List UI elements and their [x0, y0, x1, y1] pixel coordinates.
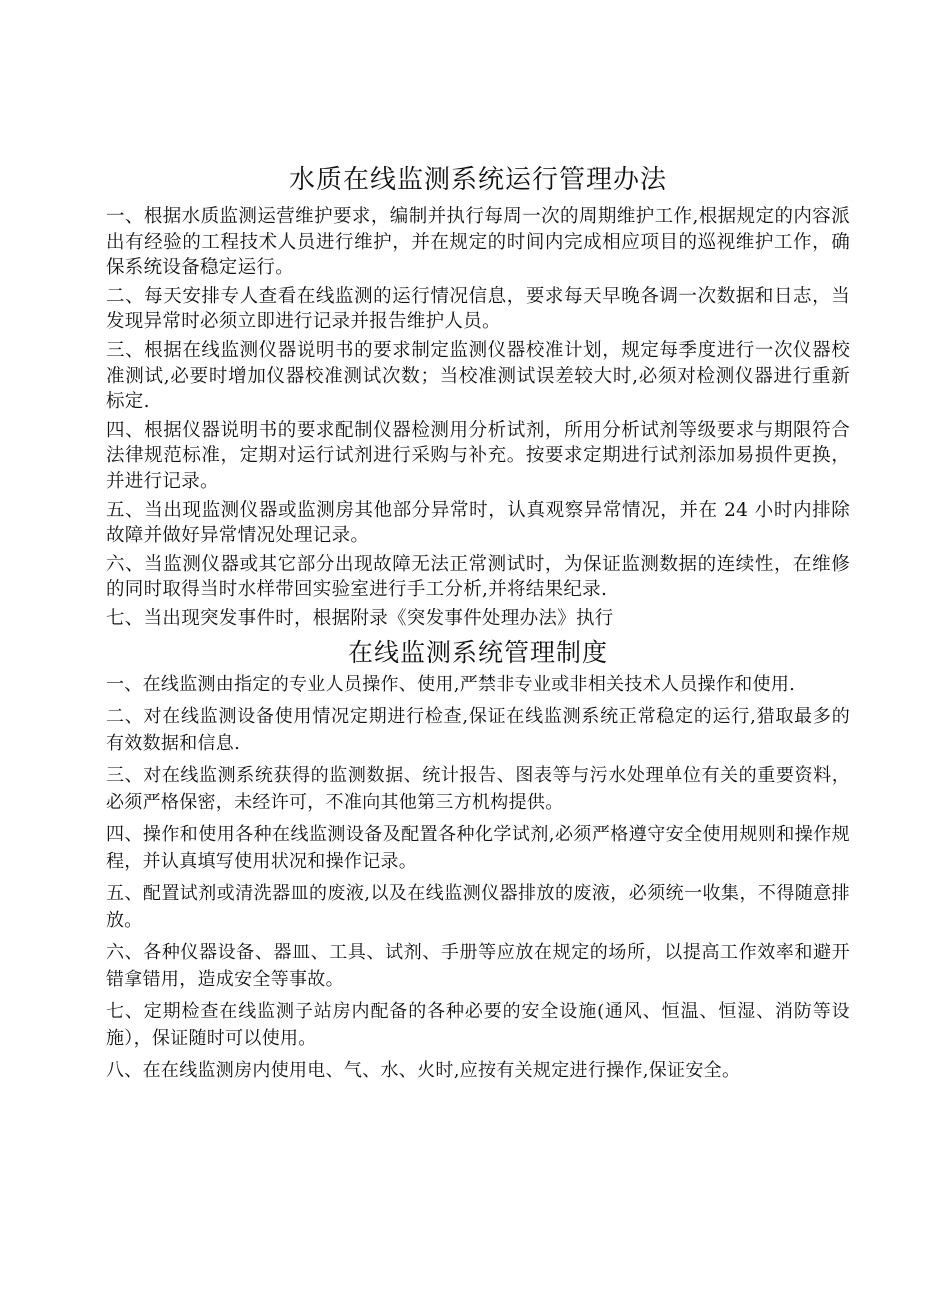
paragraph: 六、各种仪器设备、器皿、工具、试剂、手册等应放在规定的场所，以提高工作效率和避开错拿错用，造成安全等事故。	[106, 941, 850, 990]
paragraph: 二、对在线监测设备使用情况定期进行检查,保证在线监测系统正常稳定的运行,猎取最多的有效数据和信息.	[106, 705, 850, 754]
document-page	[106, 160, 850, 1089]
paragraph: 六、当监测仪器或其它部分出现故障无法正常测试时，为保证监测数据的连续性，在维修的同时取得当时水样带回实验室进行手工分析,并将结果纪录.	[106, 553, 850, 601]
paragraph: 三、根据在线监测仪器说明书的要求制定监测仪器校准计划，规定每季度进行一次仪器校准测试,必要时增加仪器校准测试次数；当校准测试误差较大时,必须对检测仪器进行重新标定.	[106, 339, 850, 413]
paragraph: 七、当出现突发事件时，根据附录《突发事件处理办法》执行	[106, 607, 614, 629]
section-management-system	[106, 635, 850, 1084]
paragraph: 五、当出现监测仪器或监测房其他部分异常时，认真观察异常情况，并在 24 小时内排除故障并做好异常情况处理记录。	[106, 499, 850, 547]
paragraph: 一、根据水质监测运营维护要求，编制并执行每周一次的周期维护工作,根据规定的内容派出有经验的工程技术人员进行维护，并在规定的时间内完成相应项目的巡视维护工作，确保系统设备稳定运行。	[106, 206, 850, 279]
paragraph: 一、在线监测由指定的专业人员操作、使用,严禁非专业或非相关技术人员操作和使用.	[106, 673, 796, 695]
section-title: 在线监测系统管理制度	[347, 637, 608, 667]
section-operation-rules	[106, 160, 850, 632]
paragraph: 二、每天安排专人查看在线监测的运行情况信息，要求每天早晚各调一次数据和日志，当发现异常时必须立即进行记录并报告维护人员。	[106, 285, 850, 333]
paragraph: 四、根据仪器说明书的要求配制仪器检测用分析试剂，所用分析试剂等级要求与期限符合法律规范标准，定期对运行试剂进行采购与补充。按要求定期进行试剂添加易损件更换，并进行记录。	[106, 419, 850, 492]
paragraph: 八、在在线监测房内使用电、气、水、火时,应按有关规定进行操作,保证安全。	[106, 1059, 741, 1081]
section-title: 水质在线监测系统运行管理办法	[288, 165, 667, 195]
paragraph: 三、对在线监测系统获得的监测数据、统计报告、图表等与污水处理单位有关的重要资料，必须严格保密，未经许可，不准向其他第三方机构提供。	[106, 764, 850, 813]
paragraph: 七、定期检查在线监测子站房内配备的各种必要的安全设施(通风、恒温、恒湿、消防等设施），保证随时可以使用。	[106, 1000, 850, 1049]
paragraph: 四、操作和使用各种在线监测设备及配置各种化学试剂,必须严格遵守安全使用规则和操作规程，并认真填写使用状况和操作记录。	[106, 823, 850, 872]
paragraph: 五、配置试剂或清洗器皿的废液,以及在线监测仪器排放的废液，必须统一收集，不得随意排放。	[106, 882, 850, 931]
